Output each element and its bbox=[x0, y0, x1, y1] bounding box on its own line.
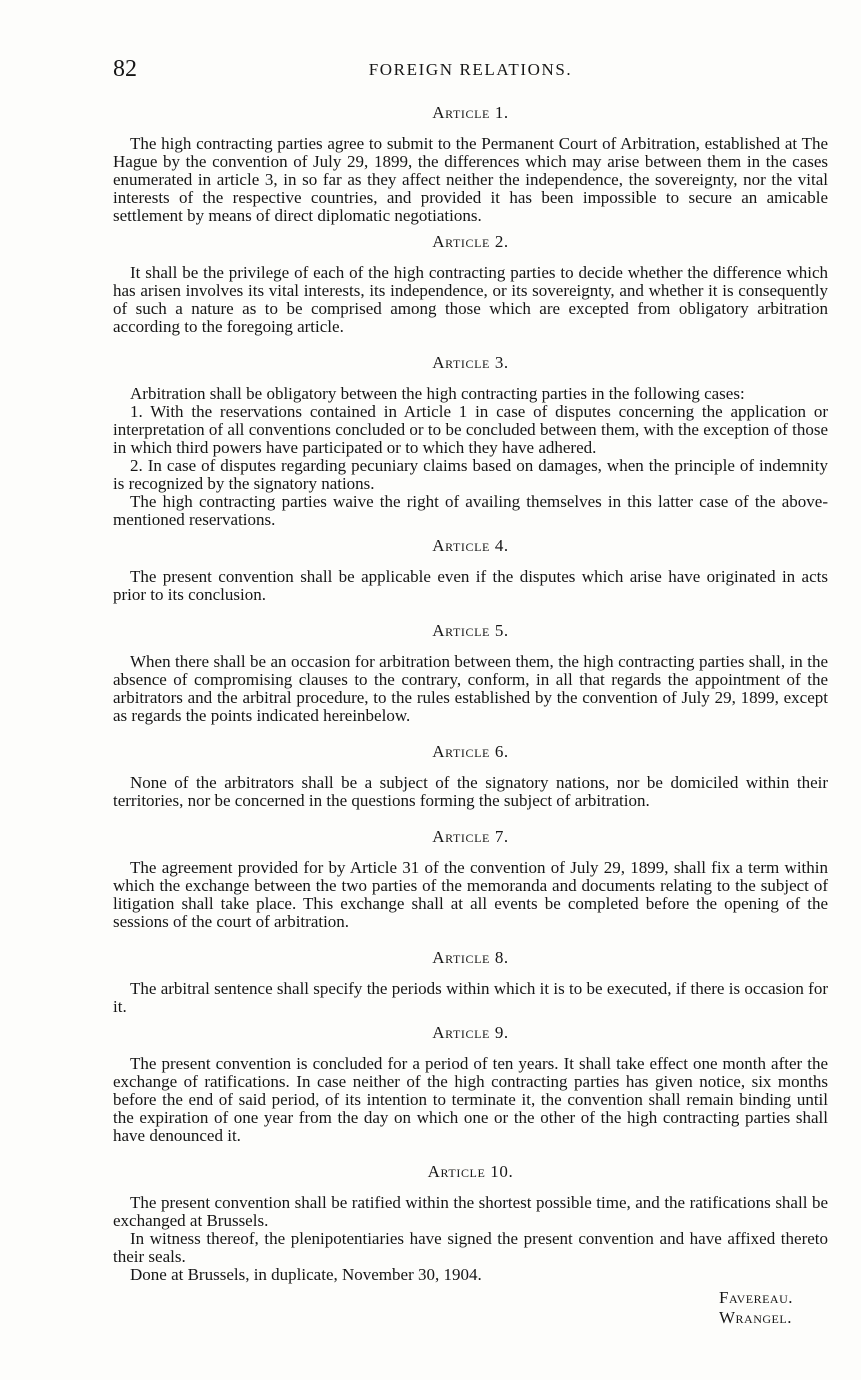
article-9 bbox=[113, 1022, 828, 1145]
article-paragraph: When there shall be an occasion for arbitration between them, the high contracting parties shall, in the absence of compromising clauses to the contrary, conform, in all that regards the appointment of the arbitrators and the arbitral procedure, to the rules established by the convention of July 29, 1899, except as regards the points indicated hereinbelow. bbox=[113, 652, 828, 725]
article-paragraph: The present convention is concluded for a period of ten years. It shall take effect one month after the exchange of ratifications. In case neither of the high contracting parties has given notice, six months before the end of said period, of its intention to terminate it, the convention shall remain binding until the expiration of one year from the day on which one or the other of the high contracting parties shall have denounced it. bbox=[113, 1054, 828, 1145]
signatory-name: Favereau. bbox=[719, 1288, 793, 1307]
page-header bbox=[113, 56, 828, 86]
article-paragraph: None of the arbitrators shall be a subject of the signatory nations, nor be domiciled within their territories, nor be concerned in the questions forming the subject of arbitration. bbox=[113, 773, 828, 810]
article-paragraph: The arbitral sentence shall specify the periods within which it is to be executed, if there is occasion for it. bbox=[113, 979, 828, 1016]
article-paragraph: 2. In case of disputes regarding pecuniary claims based on damages, when the principle of indemnity is recognized by the signatory nations. bbox=[113, 456, 828, 493]
running-head: FOREIGN RELATIONS. bbox=[368, 60, 573, 79]
article-10 bbox=[113, 1161, 828, 1284]
article-2 bbox=[113, 231, 828, 336]
article-paragraph: Arbitration shall be obligatory between the high contracting parties in the following cases: bbox=[130, 384, 745, 403]
article-1 bbox=[113, 102, 828, 225]
article-4 bbox=[113, 535, 828, 604]
signatory-name: Wrangel. bbox=[719, 1308, 792, 1327]
article-paragraph: Done at Brussels, in duplicate, November 30, 1904. bbox=[130, 1265, 482, 1284]
article-paragraph: The high contracting parties agree to submit to the Permanent Court of Arbitration, established at The Hague by the convention of July 29, 1899, the differences which may arise between them in the cases enumerated in article 3, in so far as they affect neither the independence, the sovereignty, nor the vital interests of the respective countries, and provided it has been impossible to secure an amicable settlement by means of direct diplomatic negotiations. bbox=[113, 134, 828, 225]
signature-block bbox=[719, 1288, 828, 1328]
article-paragraph: The high contracting parties waive the right of availing themselves in this latter case of the above-mentioned reservations. bbox=[113, 492, 828, 529]
article-heading: Article 8. bbox=[432, 948, 509, 967]
article-7 bbox=[113, 826, 828, 931]
article-heading: Article 6. bbox=[432, 742, 509, 761]
article-5 bbox=[113, 620, 828, 725]
article-paragraph: In witness thereof, the plenipotentiaries have signed the present convention and have affixed thereto their seals. bbox=[113, 1229, 828, 1266]
page-number: 82 bbox=[113, 56, 137, 82]
article-8 bbox=[113, 947, 828, 1016]
article-3 bbox=[113, 352, 828, 529]
article-paragraph: The present convention shall be ratified within the shortest possible time, and the ratifications shall be exchanged at Brussels. bbox=[113, 1193, 828, 1230]
article-paragraph: 1. With the reservations contained in Article 1 in case of disputes concerning the application or interpretation of all conventions concluded or to be concluded between them, with the exception of those in which third powers have participated or to which they have adhered. bbox=[113, 402, 828, 457]
document-body bbox=[113, 100, 828, 1328]
article-heading: Article 5. bbox=[432, 621, 509, 640]
article-paragraph: The agreement provided for by Article 31 of the convention of July 29, 1899, shall fix a term within which the exchange between the two parties of the memoranda and documents relating to the subject of litigation shall take place. This exchange shall at all events be completed before the opening of the sessions of the court of arbitration. bbox=[113, 858, 828, 931]
article-heading: Article 4. bbox=[432, 536, 509, 555]
article-heading: Article 9. bbox=[432, 1023, 509, 1042]
article-heading: Article 7. bbox=[432, 827, 509, 846]
article-paragraph: The present convention shall be applicable even if the disputes which arise have originated in acts prior to its conclusion. bbox=[113, 567, 828, 604]
article-heading: Article 1. bbox=[432, 103, 509, 122]
article-6 bbox=[113, 741, 828, 810]
article-heading: Article 10. bbox=[427, 1162, 514, 1181]
article-heading: Article 3. bbox=[432, 353, 509, 372]
article-heading: Article 2. bbox=[432, 232, 509, 251]
article-paragraph: It shall be the privilege of each of the high contracting parties to decide whether the difference which has arisen involves its vital interests, its independence, or its sovereignty, and whether it is consequently of such a nature as to be comprised among those which are excepted from obligatory arbitration according to the foregoing article. bbox=[113, 263, 828, 336]
